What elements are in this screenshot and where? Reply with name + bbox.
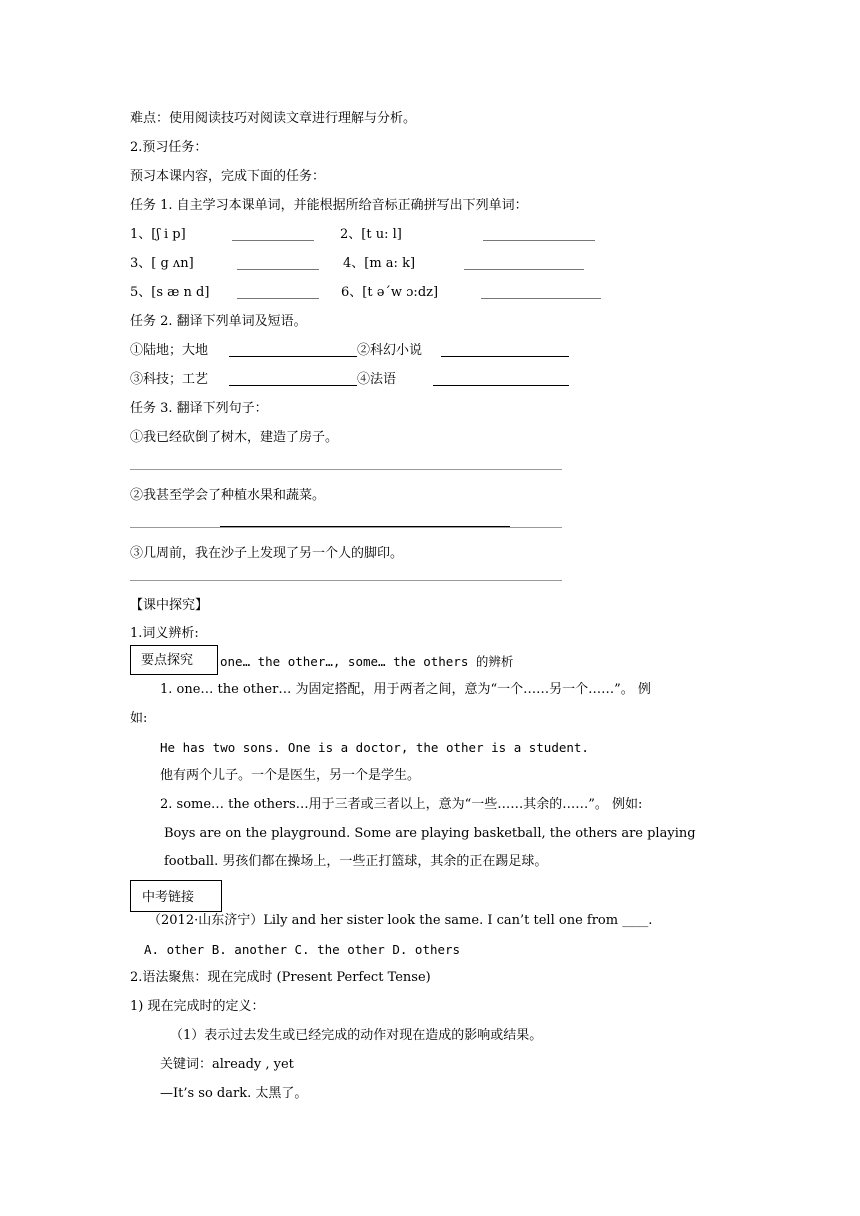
phonetic-item-1: 1、[ʃ i p]	[130, 227, 186, 242]
definition-title: 1) 现在完成时的定义：	[130, 999, 265, 1014]
word-item-2: ②科幻小说	[357, 343, 423, 358]
answer-blank-3[interactable]	[237, 269, 319, 270]
phonetic-item-5: 5、[s æ n d]	[130, 285, 210, 300]
dialog-line-1: —It’s so dark. 太黑了。	[160, 1086, 308, 1101]
word-blank-2[interactable]	[441, 356, 569, 357]
keywords-line: 关键词：already , yet	[160, 1057, 294, 1072]
sentence-1: ①我已经砍倒了树木，建造了房子。	[130, 430, 339, 445]
word-blank-1[interactable]	[229, 356, 357, 357]
sentence-blank-2-overlay	[220, 526, 510, 527]
preview-intro: 预习本课内容，完成下面的任务：	[130, 169, 326, 184]
rule-1-cont: 如:	[130, 711, 148, 726]
word-blank-4[interactable]	[433, 385, 569, 386]
exam-question: （2012·山东济宁）Lily and her sister look the same. I can’t tell one from ____.	[148, 913, 653, 928]
difficulty-line: 难点：使用阅读技巧对阅读文章进行理解与分析。	[130, 111, 417, 126]
phonetic-item-6: 6、[t ə´w ɔ:dz]	[341, 285, 439, 300]
grammar-title: 2.语法聚焦：现在完成时 (Present Perfect Tense)	[130, 970, 431, 985]
rule-1: 1. one… the other… 为固定搭配，用于两者之间，意为“一个……另一个……”。 例	[160, 682, 651, 697]
sentence-blank-3[interactable]	[130, 580, 562, 581]
phonetic-item-4: 4、[m a: k]	[343, 256, 416, 271]
sentence-2: ②我甚至学会了种植水果和蔬菜。	[130, 488, 326, 503]
task3-heading: 任务 3. 翻译下列句子：	[130, 401, 268, 416]
keypoint-text: one… the other…, some… the others 的辨析	[220, 654, 514, 669]
word-item-4: ④法语	[357, 372, 397, 387]
phonetic-item-2: 2、[t u: l]	[340, 227, 402, 242]
exam-options: A. other B. another C. the other D. others	[144, 942, 461, 957]
task1-heading: 任务 1. 自主学习本课单词，并能根据所给音标正确拼写出下列单词：	[130, 198, 528, 213]
answer-blank-4[interactable]	[464, 269, 584, 270]
exam-link-box-label: 中考链接	[142, 890, 195, 905]
vocab-title: 1.词义辨析:	[130, 626, 199, 641]
answer-blank-5[interactable]	[237, 298, 319, 299]
sentence-blank-1[interactable]	[130, 469, 562, 470]
rule-2: 2. some… the others…用于三者或三者以上，意为“一些……其余的……”。 例如:	[160, 797, 643, 812]
definition-1: （1）表示过去发生或已经完成的动作对现在造成的影响或结果。	[170, 1028, 543, 1043]
example-2-en: Boys are on the playground. Some are playing basketball, the others are playing	[164, 826, 696, 841]
example-1-cn: 他有两个儿子。一个是医生，另一个是学生。	[160, 768, 421, 783]
example-1-en: He has two sons. One is a doctor, the other is a student.	[160, 740, 589, 755]
inquiry-heading: 【课中探究】	[130, 598, 209, 613]
answer-blank-6[interactable]	[481, 298, 601, 299]
answer-blank-1[interactable]	[232, 240, 314, 241]
preview-title: 2.预习任务：	[130, 140, 208, 155]
word-blank-3[interactable]	[229, 385, 357, 386]
task2-heading: 任务 2. 翻译下列单词及短语。	[130, 314, 307, 329]
word-item-3: ③科技；工艺	[130, 372, 209, 387]
sentence-3: ③几周前，我在沙子上发现了另一个人的脚印。	[130, 546, 404, 561]
phonetic-item-3: 3、[ g ʌn]	[130, 256, 194, 271]
answer-blank-2[interactable]	[483, 240, 595, 241]
sentence-blank-2[interactable]	[130, 527, 562, 528]
word-item-1: ①陆地；大地	[130, 343, 209, 358]
keypoint-box-label: 要点探究	[141, 653, 194, 668]
example-2-cont: football. 男孩们都在操场上，一些正打篮球，其余的正在踢足球。	[164, 854, 548, 869]
